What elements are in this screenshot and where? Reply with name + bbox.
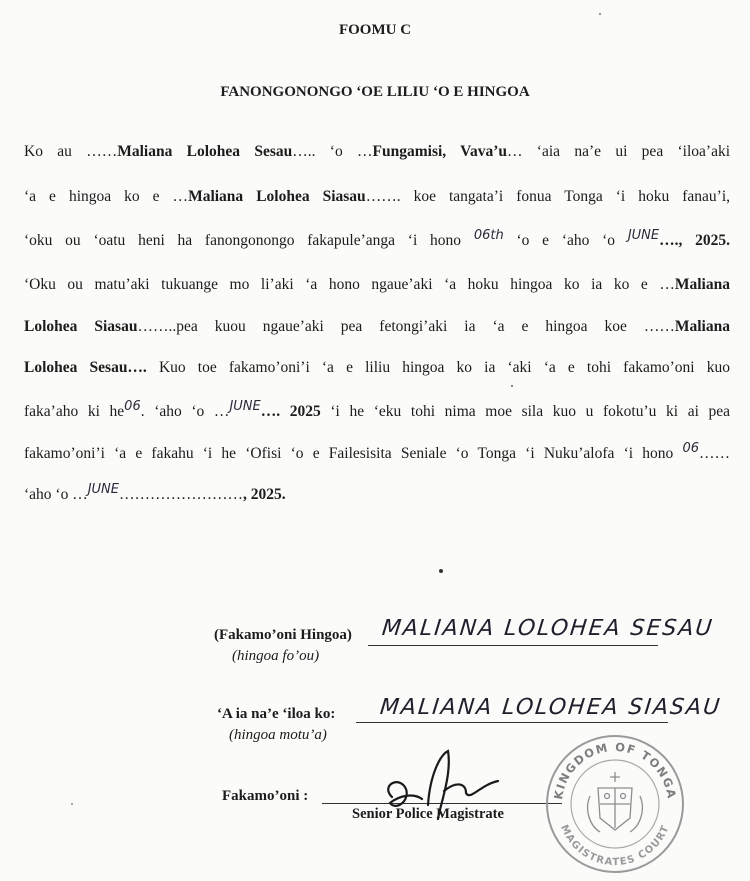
place-of-birth: Fungamisi, Vava’u [372,143,507,160]
witness-label: Fakamo’oni : [222,788,309,804]
stamp-bottom-text: MAGISTRATES COURT [558,823,672,869]
handwritten-new-name: MALIANA LOLOHEA SESAU [380,616,715,641]
body-line-1 [24,143,730,161]
handwritten-month: JUNE [229,399,261,414]
new-name-part: Lolohea Siasau [24,318,138,335]
text: ‘a e hingoa ko e … [24,188,189,205]
text: ‘oku ou ‘oatu heni ha fanongonongo fakapule’anga ‘i hono [24,232,462,249]
handwritten-month: JUNE [87,482,119,497]
handwritten-day: 06th [473,228,504,243]
old-name-part: Lolohea Sesau…. [24,359,147,376]
signature-line [356,722,668,723]
document-heading: FANONGONONGO ‘OE LILIU ‘O E HINGOA [220,84,530,100]
text: ‘i he ‘eku tohi nima moe sila kuo u fokotu’u ki ai pea [320,403,731,420]
text: ……..pea kuou ngaue’aki pea fetongi’aki ia ‘a e hingoa koe …… [137,318,675,335]
handwritten-month: JUNE [627,228,660,243]
new-name-signature-label: (Fakamo’oni Hingoa) [214,627,352,643]
text: ‘o e ‘aho ‘o [516,232,616,249]
text: . ‘aho ‘o … [140,403,230,420]
body-line-3 [24,228,731,250]
body-line-4 [24,276,730,294]
text: …………………… [119,486,243,503]
old-name-part: Maliana [674,318,730,335]
handwritten-day: 06 [124,399,141,414]
body-line-9 [24,482,286,504]
body-line-8 [24,441,731,463]
text: Ko au …… [24,143,118,160]
handwritten-day: 06 [682,441,700,456]
new-name-note: (hingoa fo’ou) [232,648,320,664]
text: ‘Oku ou matu’aki tukuange mo li’aki ‘a hono ngaue’aki ‘a hoku hingoa ko ia ko e … [24,276,675,293]
old-name: Maliana Lolohea Sesau [117,143,293,160]
text: …… [699,445,731,462]
stamp-top-text: KINGDOM OF TONGA [551,739,679,801]
year: , 2025. [243,486,286,503]
form-title: FOOMU C [338,22,412,38]
year: …. 2025 [260,403,321,420]
coat-of-arms-icon [588,772,643,832]
court-seal-stamp [540,726,690,876]
text: ….. ‘o … [292,143,373,160]
body-line-5 [24,318,730,336]
new-name-part: Maliana [674,276,730,293]
body-line-2 [24,188,730,206]
text: ……. koe tangata’i fonua Tonga ‘i hoku fanau’i, [365,188,731,205]
magistrate-title: Senior Police Magistrate [352,806,504,822]
text: fakamo’oni’i ‘a e fakahu ‘i he ‘Ofisi ‘o e Failesisita Seniale ‘o Tonga ‘i Nuku’alofa ‘i hono [24,445,674,462]
text: ‘aho ‘o … [24,486,88,503]
handwritten-known-name: MALIANA LOLOHEA SIASAU [378,695,723,720]
signature-line [368,645,658,646]
known-name-label: ‘A ia na’e ‘iloa ko: [217,706,336,722]
known-name-note: (hingoa motu’a) [229,727,327,743]
text: … ‘aia na’e ui pea ‘iloa’aki [507,143,731,160]
new-name: Maliana Lolohea Siasau [188,188,366,205]
text: faka’aho ki he [24,403,125,420]
body-line-7 [24,399,731,421]
body-line-6 [24,359,730,377]
year: …., 2025. [659,232,731,249]
text: Kuo toe fakamo’oni’i ‘a e liliu hingoa ko ia ‘aki ‘a e tohi fakamo’oni kuo [146,359,730,376]
